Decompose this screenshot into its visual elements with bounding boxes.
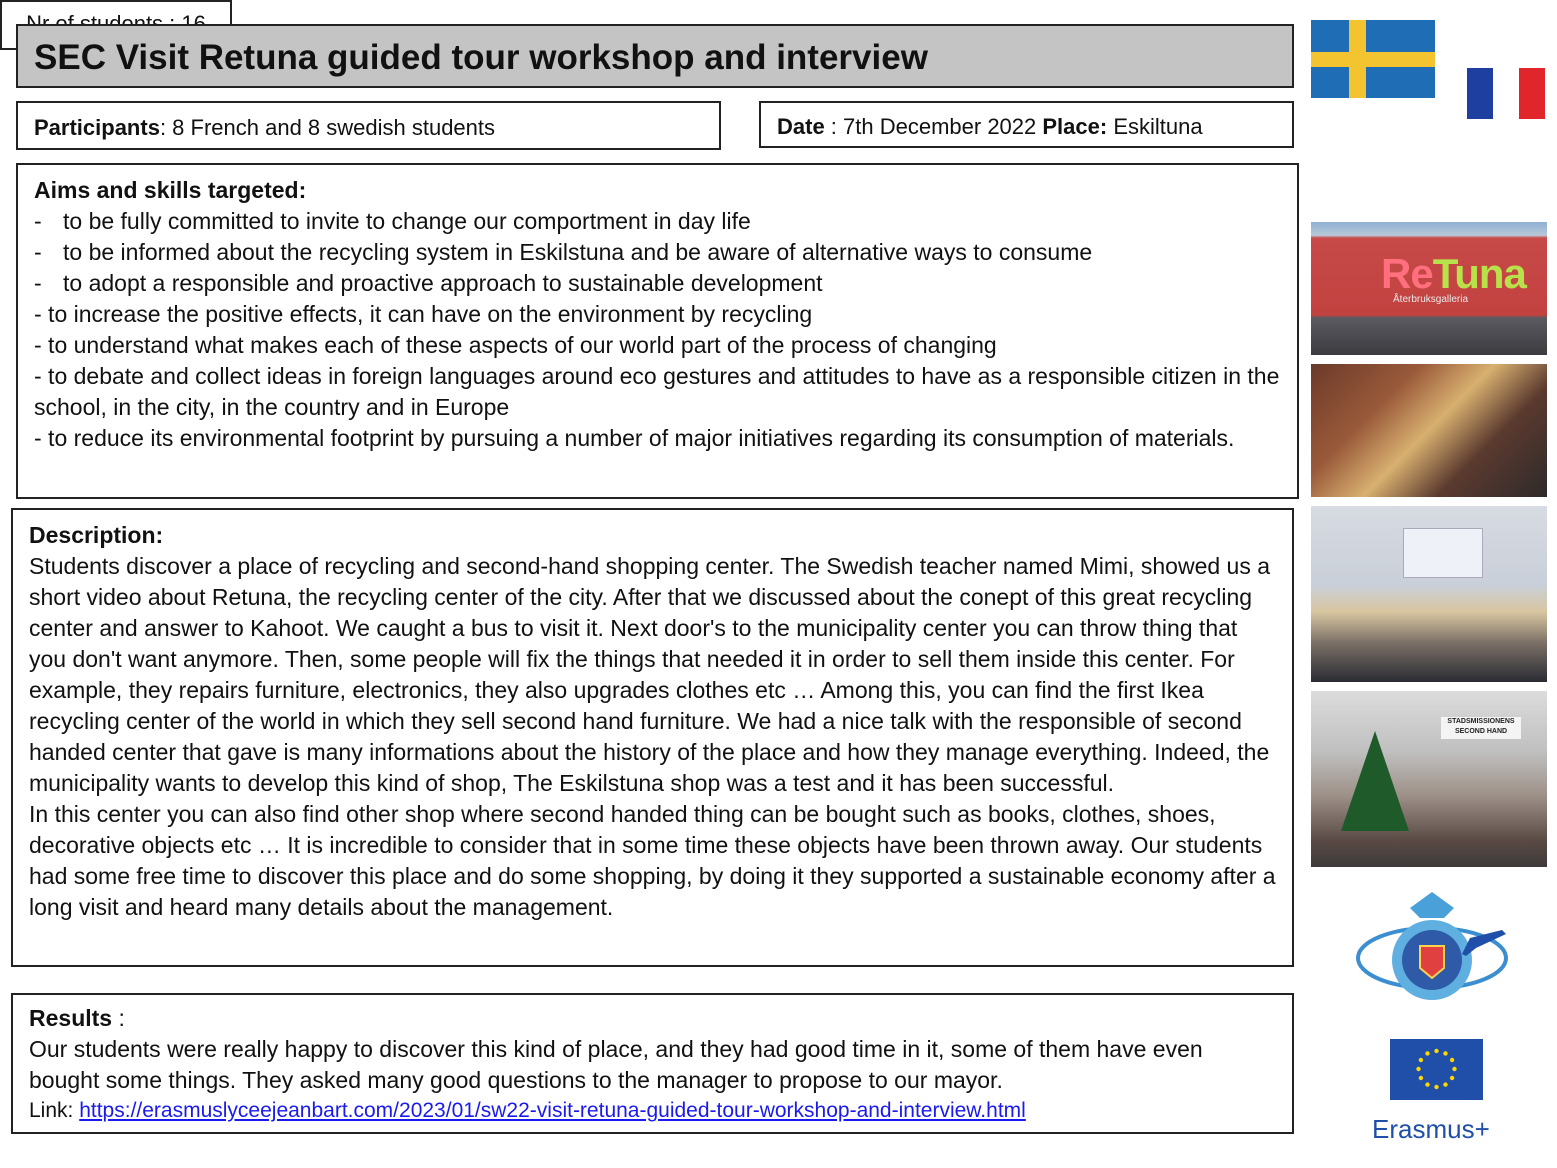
aims-bullet: - to be informed about the recycling system in Eskilstuna and be aware of alternative ways to consume [34, 239, 1093, 265]
eu-flag-icon [1390, 1039, 1483, 1100]
retuna-sign [1381, 250, 1526, 298]
aims-bullet-text: to be informed about the recycling system in Eskilstuna and be aware of alternative ways to consume [63, 239, 1093, 265]
retuna-sign-re: Re [1381, 250, 1433, 297]
date-value: : 7th December 2022 [824, 114, 1043, 139]
aims-bullet: - to adopt a responsible and proactive approach to sustainable development [34, 270, 823, 296]
date-place-box [759, 101, 1294, 148]
projector-screen [1403, 528, 1483, 578]
shop-interior-photo [1311, 364, 1547, 497]
classroom-photo [1311, 506, 1547, 682]
date-label: Date [777, 114, 825, 139]
aims-line: - to increase the positive effects, it can have on the environment by recycling [34, 301, 813, 327]
aims-line: - to reduce its environmental footprint by pursuing a number of major initiatives regarding its consumption of materials. [34, 425, 1235, 451]
title-banner [16, 24, 1294, 88]
description-paragraph: In this center you can also find other shop where second handed thing can be bought such as books, clothes, shoes, decorative objects etc … It is incredible to consider that in some time these objects have been thrown away. Our students had some free time to discover this place and do some shopping, by doing it they supported a sustainable economy after a long visit and heard many details about the management. [29, 801, 1276, 920]
results-heading: Results [29, 1005, 113, 1031]
sweden-flag-icon [1311, 20, 1435, 98]
aims-bullet: - to be fully committed to invite to change our comportment in day life [34, 208, 751, 234]
description-paragraph: Students discover a place of recycling and second-hand shopping center. The Swedish teacher named Mimi, showed us a short video about Retuna, the recycling center of the city. After that we discussed about the conept of this great recycling center and answer to Kahoot. We caught a bus to visit it. Next door's to the municipality center you can throw thing that you don't want anymore. Then, some people will fix the things that needed it in order to sell them inside this center. For example, they repairs furniture, electronics, they also upgrades clothes etc … Among this, you can find the first Ikea recycling center of the world in which they sell second hand furniture. We had a nice talk with the responsible of second handed center that gave is many informations about the history of the place and how they manage everything. Indeed, the municipality wants to develop this kind of shop, The Eskilstuna shop was a test and it has been successful. [29, 553, 1271, 796]
participants-label: Participants [34, 115, 160, 140]
erasmus-plus-logo: Erasmus+ [1372, 1114, 1490, 1144]
place-label: Place: [1042, 114, 1108, 139]
place-value: Eskiltuna [1107, 114, 1203, 139]
description-section [11, 508, 1294, 967]
description-heading: Description: [29, 522, 164, 548]
article-link[interactable]: https://erasmuslyceejeanbart.com/2023/01/sw22-visit-retuna-guided-tour-workshop-and-interview.html [79, 1099, 1026, 1122]
retuna-subtitle: Återbruksgalleria [1393, 294, 1469, 305]
retuna-sign-tuna: Tuna [1432, 250, 1526, 297]
christmas-tree [1341, 731, 1409, 831]
participants-box [16, 101, 721, 150]
page-title: SEC Visit Retuna guided tour workshop and interview [34, 38, 928, 77]
link-label: Link: [29, 1099, 80, 1122]
results-heading-suffix: : [112, 1005, 125, 1031]
shopping-center-photo [1311, 691, 1547, 867]
france-flag-icon [1467, 68, 1545, 119]
retuna-building-photo [1311, 222, 1547, 355]
aims-heading: Aims and skills targeted: [34, 177, 307, 203]
second-hand-sign: STADSMISSIONENS SECOND HAND [1441, 717, 1521, 739]
aims-section [16, 163, 1299, 499]
results-section [11, 993, 1294, 1134]
aims-line: - to debate and collect ideas in foreign languages around eco gestures and attitudes to have as a responsible citizen in the school, in the city, in the country and in Europe [34, 363, 1280, 420]
aims-bullet-text: to be fully committed to invite to change our comportment in day life [63, 208, 751, 234]
aims-bullet-text: to adopt a responsible and proactive approach to sustainable development [63, 270, 823, 296]
school-logo-icon [1350, 888, 1515, 1028]
results-text: Our students were really happy to discover this kind of place, and they had good time in it, some of them have even bought some things. They asked many good questions to the manager to propose to our mayor. [29, 1036, 1203, 1093]
participants-value: : 8 French and 8 swedish students [159, 115, 496, 140]
aims-line: - to understand what makes each of these aspects of our world part of the process of changing [34, 332, 997, 358]
